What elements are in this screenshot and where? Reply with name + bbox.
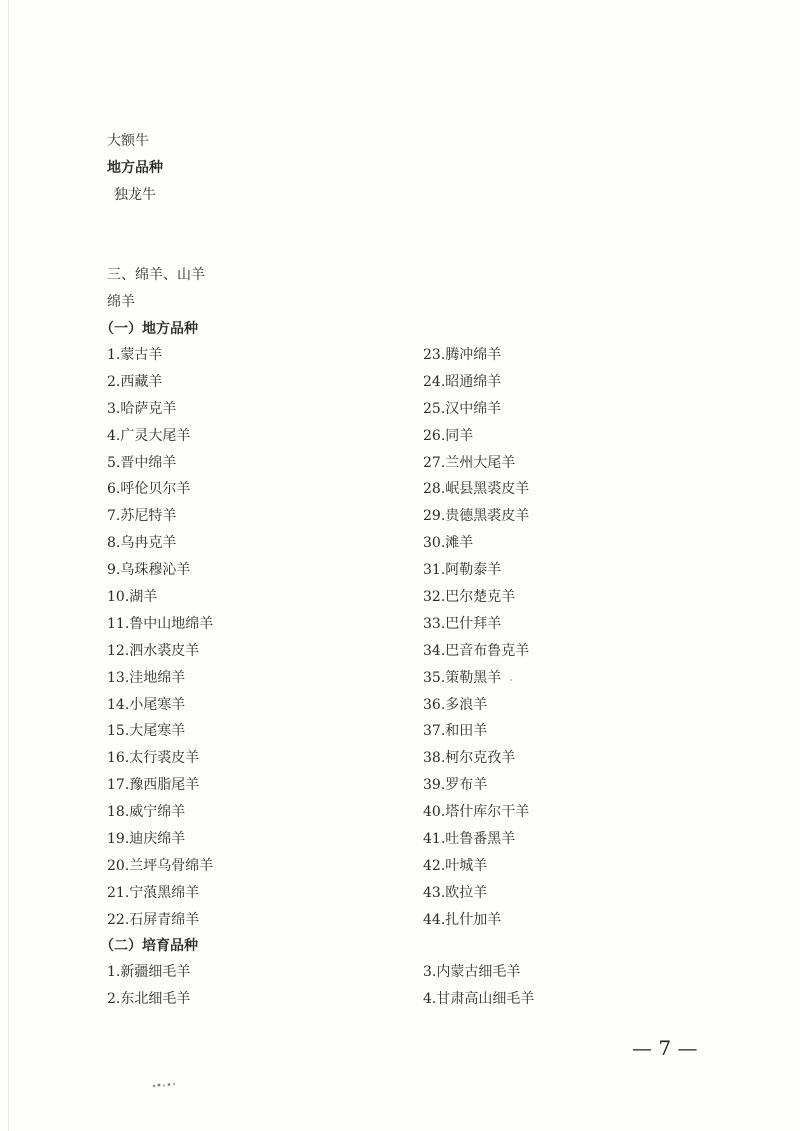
section-title-sheep-goat: 三、绵羊、山羊 [107, 267, 205, 283]
cattle-local-heading: 地方品种 [107, 160, 163, 176]
cattle-bred-last-item: 大额牛 [107, 133, 149, 149]
list-item: 44.扎什加羊 [423, 911, 502, 928]
scan-smudge-mark [150, 1082, 180, 1088]
list-item: 9.乌珠穆沁羊 [107, 562, 191, 579]
list-item: 31.阿勒泰羊 [423, 562, 502, 579]
list-item: 2.西藏羊 [107, 373, 163, 390]
list-item: 3.哈萨克羊 [107, 400, 177, 417]
list-item: 19.迪庆绵羊 [107, 831, 186, 848]
sheep-local-left-column [107, 346, 213, 938]
list-item: 25.汉中绵羊 [423, 400, 502, 417]
list-item: 32.巴尔楚克羊 [423, 589, 516, 606]
list-item: 10.湖羊 [107, 589, 158, 606]
list-item: 8.乌冉克羊 [107, 535, 177, 552]
list-item: 11.鲁中山地绵羊 [107, 615, 214, 632]
list-item: 17.豫西脂尾羊 [107, 777, 200, 794]
list-item: 6.呼伦贝尔羊 [107, 481, 191, 498]
list-item: 21.宁蒗黑绵羊 [107, 884, 200, 901]
list-item: 18.威宁绵羊 [107, 804, 186, 821]
list-item: 26.同羊 [423, 427, 474, 444]
list-item: 2.东北细毛羊 [107, 991, 191, 1007]
list-item: 5.晋中绵羊 [107, 454, 177, 471]
list-item: 1.新疆细毛羊 [107, 964, 191, 980]
scan-edge-line [8, 0, 9, 1131]
list-item: 4.甘肃高山细毛羊 [423, 991, 535, 1007]
list-item: 29.贵德黑裘皮羊 [423, 508, 530, 525]
list-item: 41.吐鲁番黑羊 [423, 831, 516, 848]
page-number: — 7 — [632, 1036, 698, 1060]
list-item: 40.塔什库尔干羊 [423, 804, 530, 821]
list-item: 23.腾冲绵羊 [423, 347, 502, 363]
list-item: 22.石屏青绵羊 [107, 911, 200, 928]
list-item: 43.欧拉羊 [423, 884, 488, 901]
list-item: 36.多浪羊 [423, 696, 488, 713]
list-item: 27.兰州大尾羊 [423, 454, 516, 471]
list-item: 4.广灵大尾羊 [107, 427, 191, 444]
cattle-local-item: 独龙牛 [114, 187, 156, 203]
list-item: 24.昭通绵羊 [423, 373, 502, 390]
sheep-bred-heading: （二）培育品种 [100, 938, 198, 954]
list-item: 33.巴什拜羊 [423, 615, 502, 632]
list-item: 14.小尾寒羊 [107, 696, 186, 713]
list-item: 42.叶城羊 [423, 857, 488, 874]
list-item: 30.滩羊 [423, 535, 474, 552]
list-item: 7.苏尼特羊 [107, 508, 177, 525]
list-item: 39.罗布羊 [423, 777, 488, 794]
sheep-local-heading: （一）地方品种 [100, 321, 198, 337]
list-item: 12.泗水裘皮羊 [107, 642, 200, 659]
list-item: 37.和田羊 [423, 723, 488, 740]
list-item: 20.兰坪乌骨绵羊 [107, 857, 214, 874]
list-item: 3.内蒙古细毛羊 [423, 964, 521, 980]
list-item: 35.策勒黑羊 [423, 669, 502, 686]
list-item: 28.岷县黑裘皮羊 [423, 481, 530, 498]
list-item: 16.太行裘皮羊 [107, 750, 200, 767]
list-item: 13.洼地绵羊 [107, 669, 186, 686]
sheep-local-right-column [423, 346, 529, 938]
list-item: 1.蒙古羊 [107, 347, 163, 363]
list-item: 38.柯尔克孜羊 [423, 750, 516, 767]
list-item: 34.巴音布鲁克羊 [423, 642, 530, 659]
sheep-title: 绵羊 [107, 294, 135, 310]
list-item: 15.大尾寒羊 [107, 723, 186, 740]
scan-speck [510, 679, 512, 681]
